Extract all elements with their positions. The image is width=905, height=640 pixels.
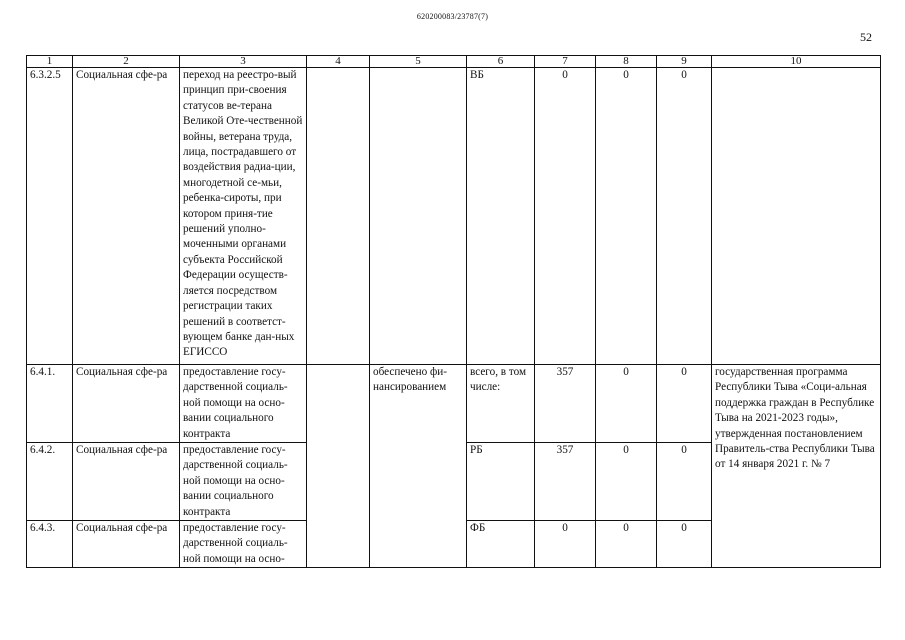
row-col10-empty — [712, 68, 881, 365]
page-number: 52 — [860, 30, 872, 44]
row-code: 6.4.2. — [27, 443, 73, 521]
row-value-7: 0 — [535, 68, 596, 365]
column-header: 1 — [27, 56, 73, 68]
row-source: ВБ — [467, 68, 535, 365]
column-header: 7 — [535, 56, 596, 68]
row-value-7: 357 — [535, 365, 596, 443]
row-value-8: 0 — [596, 68, 657, 365]
row-value-9: 0 — [657, 443, 712, 521]
row-sphere: Социальная сфе-ра — [73, 443, 180, 521]
row-value-8: 0 — [596, 365, 657, 443]
row-value-9: 0 — [657, 365, 712, 443]
row-col5 — [370, 68, 467, 365]
program-table — [26, 55, 881, 568]
row-value-8: 0 — [596, 521, 657, 568]
row-source: РБ — [467, 443, 535, 521]
column-header: 10 — [712, 56, 881, 68]
table-row — [27, 68, 881, 365]
column-header-row — [27, 56, 881, 68]
row-value-8: 0 — [596, 443, 657, 521]
row-description: предоставление госу-дарственной социаль-ной помощи на осно-вании социального контракта — [180, 443, 307, 521]
column-header: 9 — [657, 56, 712, 68]
row-code: 6.4.3. — [27, 521, 73, 568]
row-value-9: 0 — [657, 521, 712, 568]
row-sphere: Социальная сфе-ра — [73, 365, 180, 443]
row-value-7: 357 — [535, 443, 596, 521]
row-code: 6.4.1. — [27, 365, 73, 443]
column-header: 4 — [307, 56, 370, 68]
row-sphere: Социальная сфе-ра — [73, 521, 180, 568]
row-code: 6.3.2.5 — [27, 68, 73, 365]
row-funding-status: обеспечено фи-нансированием — [370, 365, 467, 568]
row-source: всего, в том числе: — [467, 365, 535, 443]
column-header: 6 — [467, 56, 535, 68]
row-col4 — [307, 365, 370, 568]
row-description: предоставление госу-дарственной социаль-ной помощи на осно- — [180, 521, 307, 568]
column-header: 3 — [180, 56, 307, 68]
column-header: 2 — [73, 56, 180, 68]
column-header: 5 — [370, 56, 467, 68]
row-description: переход на реестро-вый принцип при-своения статусов ве-терана Великой Оте-чественной войны, ветерана труда, лица, пострадавшего от воздействия радиа-ции, многодетной се-мьи, ребенка-сироты, при котором приня-тие решений уполно-моченными органами субъекта Российской Федерации осуществ-ляется посредством регистрации таких решений в соответст-вующем банке дан-ных ЕГИССО — [180, 68, 307, 365]
row-col4 — [307, 68, 370, 365]
row-description: предоставление госу-дарственной социаль-ной помощи на осно-вании социального контракта — [180, 365, 307, 443]
row-value-9: 0 — [657, 68, 712, 365]
row-source: ФБ — [467, 521, 535, 568]
table-row — [27, 365, 881, 443]
row-value-7: 0 — [535, 521, 596, 568]
document-code: 620200083/23787(7) — [416, 12, 489, 21]
row-program-reference: государственная программа Республики Тыва «Соци-альная поддержка граждан в Республике Тыва на 2021-2023 годы», утвержденная постановлением Правитель-ства Республики Тыва от 14 января 2021 г. № 7 — [712, 365, 881, 568]
column-header: 8 — [596, 56, 657, 68]
row-sphere: Социальная сфе-ра — [73, 68, 180, 365]
